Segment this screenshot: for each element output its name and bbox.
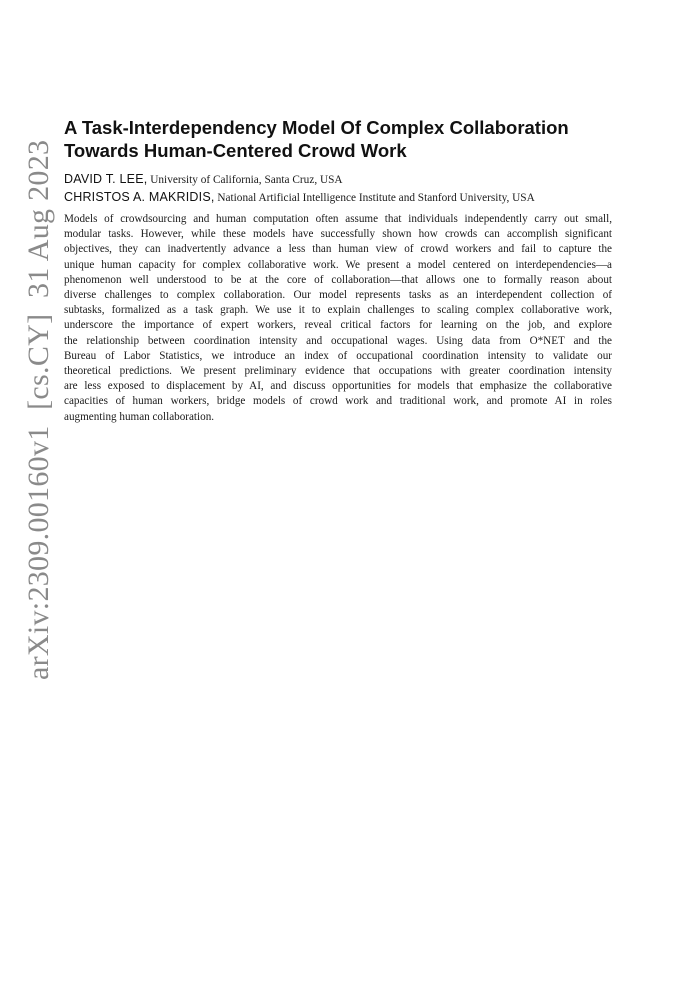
abstract-line: diverse challenges to complex collaboration. Our model represents tasks as an interdependent collection of bbox=[64, 289, 612, 302]
abstract-line: modular tasks. However, while these models have successfully shown how crowds can accomplish significant bbox=[64, 228, 612, 241]
abstract-line: Bureau of Labor Statistics, we introduce an index of occupational coordination intensity to validate our bbox=[64, 349, 612, 362]
paper-title bbox=[64, 116, 624, 162]
abstract-line: are less exposed to displacement by AI, and discuss opportunities for models that emphasize the collaborative bbox=[64, 380, 612, 393]
abstract-line: objectives, they can inadvertently advance a less than human view of crowd workers and fail to capture the bbox=[64, 243, 612, 256]
abstract-line: phenomenon well understood to be at the core of collaboration—that allows one to formally reason about bbox=[64, 273, 612, 286]
author-name: DAVID T. LEE, bbox=[64, 172, 148, 186]
title-line: A Task-Interdependency Model Of Complex Collaboration bbox=[64, 117, 569, 138]
author-entry bbox=[64, 188, 624, 206]
abstract-line: underscore the importance of expert workers, reveal critical factors for learning on the job, and explore bbox=[64, 319, 612, 332]
abstract-line: Models of crowdsourcing and human computation often assume that individuals independently carry out small, bbox=[64, 213, 612, 225]
abstract-line: capacities of human workers, bridge models of crowd work and traditional work, and promote AI in roles bbox=[64, 395, 612, 408]
abstract-line: theoretical predictions. We present preliminary evidence that occupations with greater coordination intensity bbox=[64, 365, 612, 378]
abstract-line: the relationship between coordination intensity and occupational wages. Using data from O*NET and the bbox=[64, 334, 612, 347]
author-entry bbox=[64, 170, 624, 188]
abstract bbox=[64, 212, 612, 425]
author-affiliation: University of California, Santa Cruz, USA bbox=[147, 174, 343, 186]
title-line: Towards Human-Centered Crowd Work bbox=[64, 140, 407, 161]
abstract-line: augmenting human collaboration. bbox=[64, 410, 215, 423]
author-name: CHRISTOS A. MAKRIDIS, bbox=[64, 190, 215, 204]
abstract-line: subtasks, formalized as a task graph. We use it to explain challenges to scaling complex collaborative work, bbox=[64, 304, 612, 317]
arxiv-identifier-stamp: arXiv:2309.00160v1 [cs.CY] 31 Aug 2023 bbox=[22, 139, 55, 680]
abstract-line: unique human capacity for complex collaborative work. We present a model centered on interdependencies—a bbox=[64, 258, 612, 271]
author-affiliation: National Artificial Intelligence Institute and Stanford University, USA bbox=[214, 192, 535, 204]
author-list bbox=[64, 170, 624, 206]
